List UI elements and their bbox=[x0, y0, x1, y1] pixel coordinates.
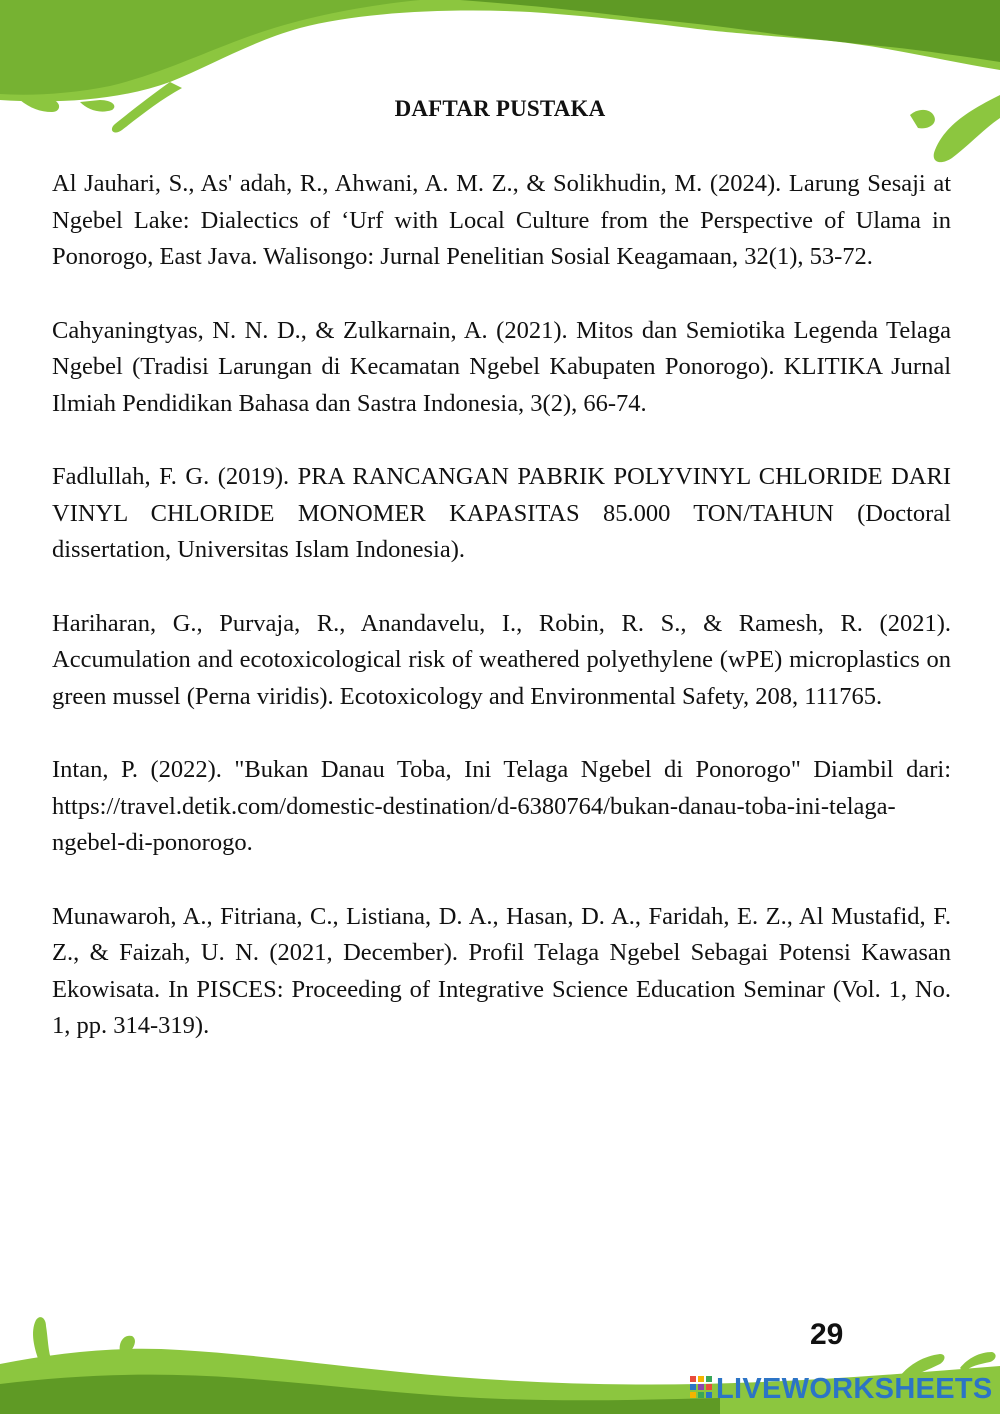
liveworksheets-branding[interactable] bbox=[690, 1372, 993, 1406]
liveworksheets-wordmark: LIVEWORKSHEETS bbox=[716, 1372, 993, 1405]
reference-item: Cahyaningtyas, N. N. D., & Zulkarnain, A. (2021). Mitos dan Semiotika Legenda Telaga Ngebel (Tradisi Larungan di Kecamatan Ngebel Kabupaten Ponorogo). KLITIKA Jurnal Ilmiah Pendidikan Bahasa dan Sastra Indonesia, 3(2), 66-74. bbox=[52, 316, 951, 417]
reference-list bbox=[52, 166, 951, 1082]
page-number: 29 bbox=[810, 1318, 844, 1351]
liveworksheets-logo-icon bbox=[690, 1376, 712, 1402]
reference-item: Intan, P. (2022). "Bukan Danau Toba, Ini Telaga Ngebel di Ponorogo" Diambil dari: https://travel.detik.com/domestic-destination/d-6380764/bukan-danau-toba-ini-telaga-ngebel-di-ponorogo. bbox=[52, 756, 951, 856]
top-green-wave-decoration bbox=[0, 0, 1000, 170]
reference-item: Al Jauhari, S., As' adah, R., Ahwani, A. M. Z., & Solikhudin, M. (2024). Larung Sesaji at Ngebel Lake: Dialectics of ‘Urf with Local Culture from the Perspective of Ulama in Ponorogo, East Java. Walisongo: Jurnal Penelitian Sosial Keagamaan, 32(1), 53-72. bbox=[52, 170, 951, 270]
page-title: DAFTAR PUSTAKA bbox=[394, 96, 606, 121]
reference-item: Munawaroh, A., Fitriana, C., Listiana, D. A., Hasan, D. A., Faridah, E. Z., Al Mustafid, F. Z., & Faizah, U. N. (2021, December). Profil Telaga Ngebel Sebagai Potensi Kawasan Ekowisata. In PISCES: Proceeding of Integrative Science Education Seminar (Vol. 1, No. 1, pp. 314-319). bbox=[52, 902, 951, 1039]
reference-item: Fadlullah, F. G. (2019). PRA RANCANGAN PABRIK POLYVINYL CHLORIDE DARI VINYL CHLORIDE MONOMER KAPASITAS 85.000 TON/TAHUN (Doctoral dissertation, Universitas Islam Indonesia). bbox=[52, 463, 951, 563]
reference-item: Hariharan, G., Purvaja, R., Anandavelu, I., Robin, R. S., & Ramesh, R. (2021). Accumulation and ecotoxicological risk of weathered polyethylene (wPE) microplastics on green mussel (Perna viridis). Ecotoxicology and Environmental Safety, 208, 111765. bbox=[52, 609, 951, 710]
